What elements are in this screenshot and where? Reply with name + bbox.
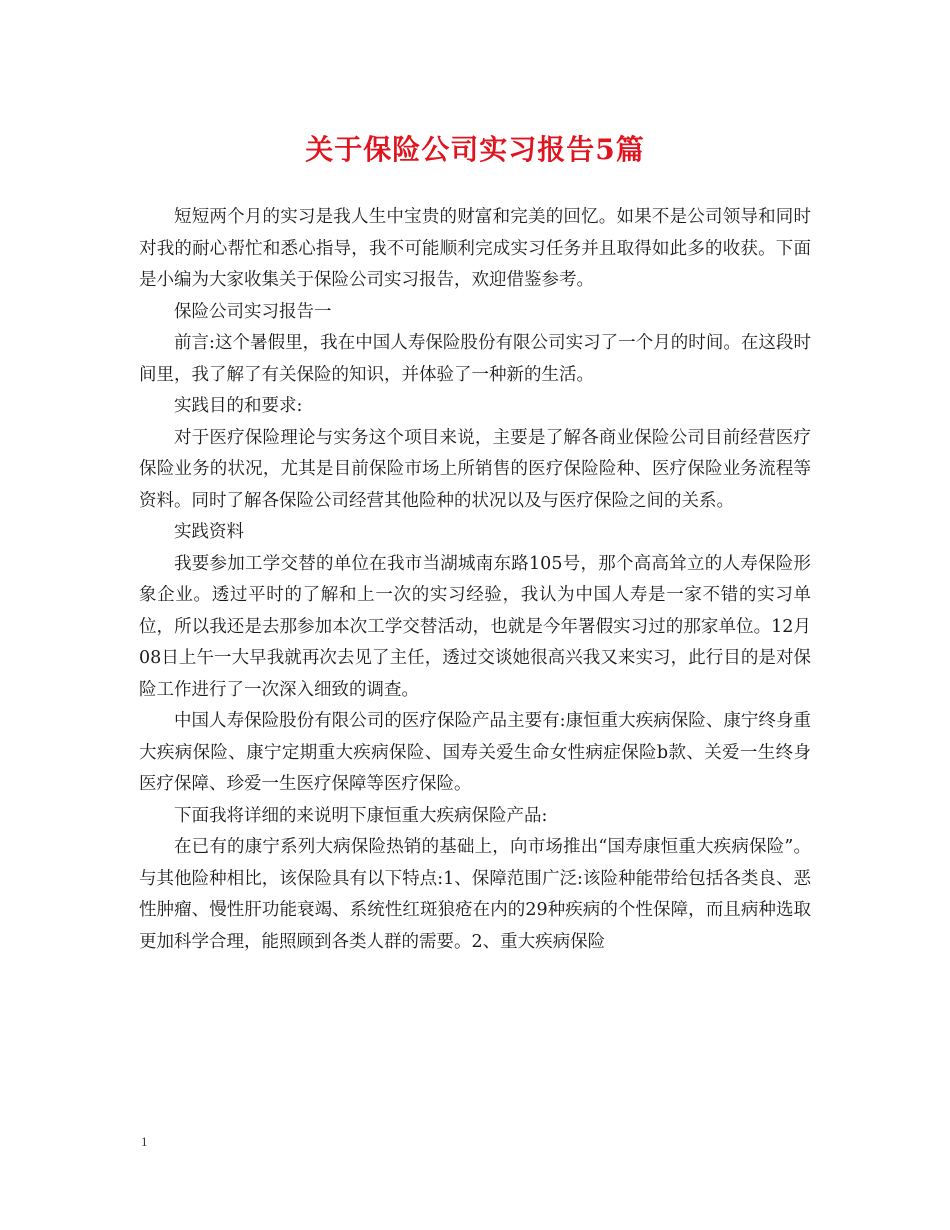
paragraph-product-features: 在已有的康宁系列大病保险热销的基础上，向市场推出“国寿康恒重大疾病保险”。与其他险种相比，该保险具有以下特点:1、保障范围广泛:该险种能带给包括各类良、恶性肿瘤、慢性肝功能衰竭、系统性红斑狼疮在内的29种疾病的个性保障，而且病种选取更加科学合理，能照顾到各类人群的需要。2、重大疾病保险 bbox=[139, 837, 811, 952]
document-body bbox=[139, 202, 811, 958]
paragraph-products: 中国人寿保险股份有限公司的医疗保险产品主要有:康恒重大疾病保险、康宁终身重大疾病保险、康宁定期重大疾病保险、国寿关爱生命女性病症保险b款、关爱一生终身医疗保障、珍爱一生医疗保障等医疗保险。 bbox=[139, 711, 811, 794]
section-heading-report-one: 保险公司实习报告一 bbox=[174, 301, 332, 322]
page-number: 1 bbox=[141, 1134, 148, 1149]
paragraph-preface: 前言:这个暑假里，我在中国人寿保险股份有限公司实习了一个月的时间。在这段时间里，我了解了有关保险的知识，并体验了一种新的生活。 bbox=[139, 333, 811, 385]
paragraph-intro: 短短两个月的实习是我人生中宝贵的财富和完美的回忆。如果不是公司领导和同时对我的耐心帮忙和悉心指导，我不可能顺利完成实习任务并且取得如此多的收获。下面是小编为大家收集关于保险公司实习报告，欢迎借鉴参考。 bbox=[139, 207, 811, 290]
section-heading-purpose: 实践目的和要求: bbox=[174, 396, 303, 416]
section-heading-content: 实践资料 bbox=[174, 522, 244, 542]
paragraph-internship-unit: 我要参加工学交替的单位在我市当湖城南东路105号，那个高高耸立的人寿保险形象企业。透过平时的了解和上一次的实习经验，我认为中国人寿是一家不错的实习单位，所以我还是去那参加本次工学交替活动，也就是今年署假实习过的那家单位。12月08日上午一大早我就再次去见了主任，透过交谈她很高兴我又来实习，此行目的是对保险工作进行了一次深入细致的调查。 bbox=[139, 553, 811, 700]
document-title: 关于保险公司实习报告5篇 bbox=[305, 133, 645, 166]
paragraph-purpose: 对于医疗保险理论与实务这个项目来说，主要是了解各商业保险公司目前经营医疗保险业务的状况，尤其是目前保险市场上所销售的医疗保险险种、医疗保险业务流程等资料。同时了解各保险公司经营其他险种的状况以及与医疗保险之间的关系。 bbox=[139, 427, 811, 511]
paragraph-product-intro: 下面我将详细的来说明下康恒重大疾病保险产品: bbox=[174, 805, 548, 826]
